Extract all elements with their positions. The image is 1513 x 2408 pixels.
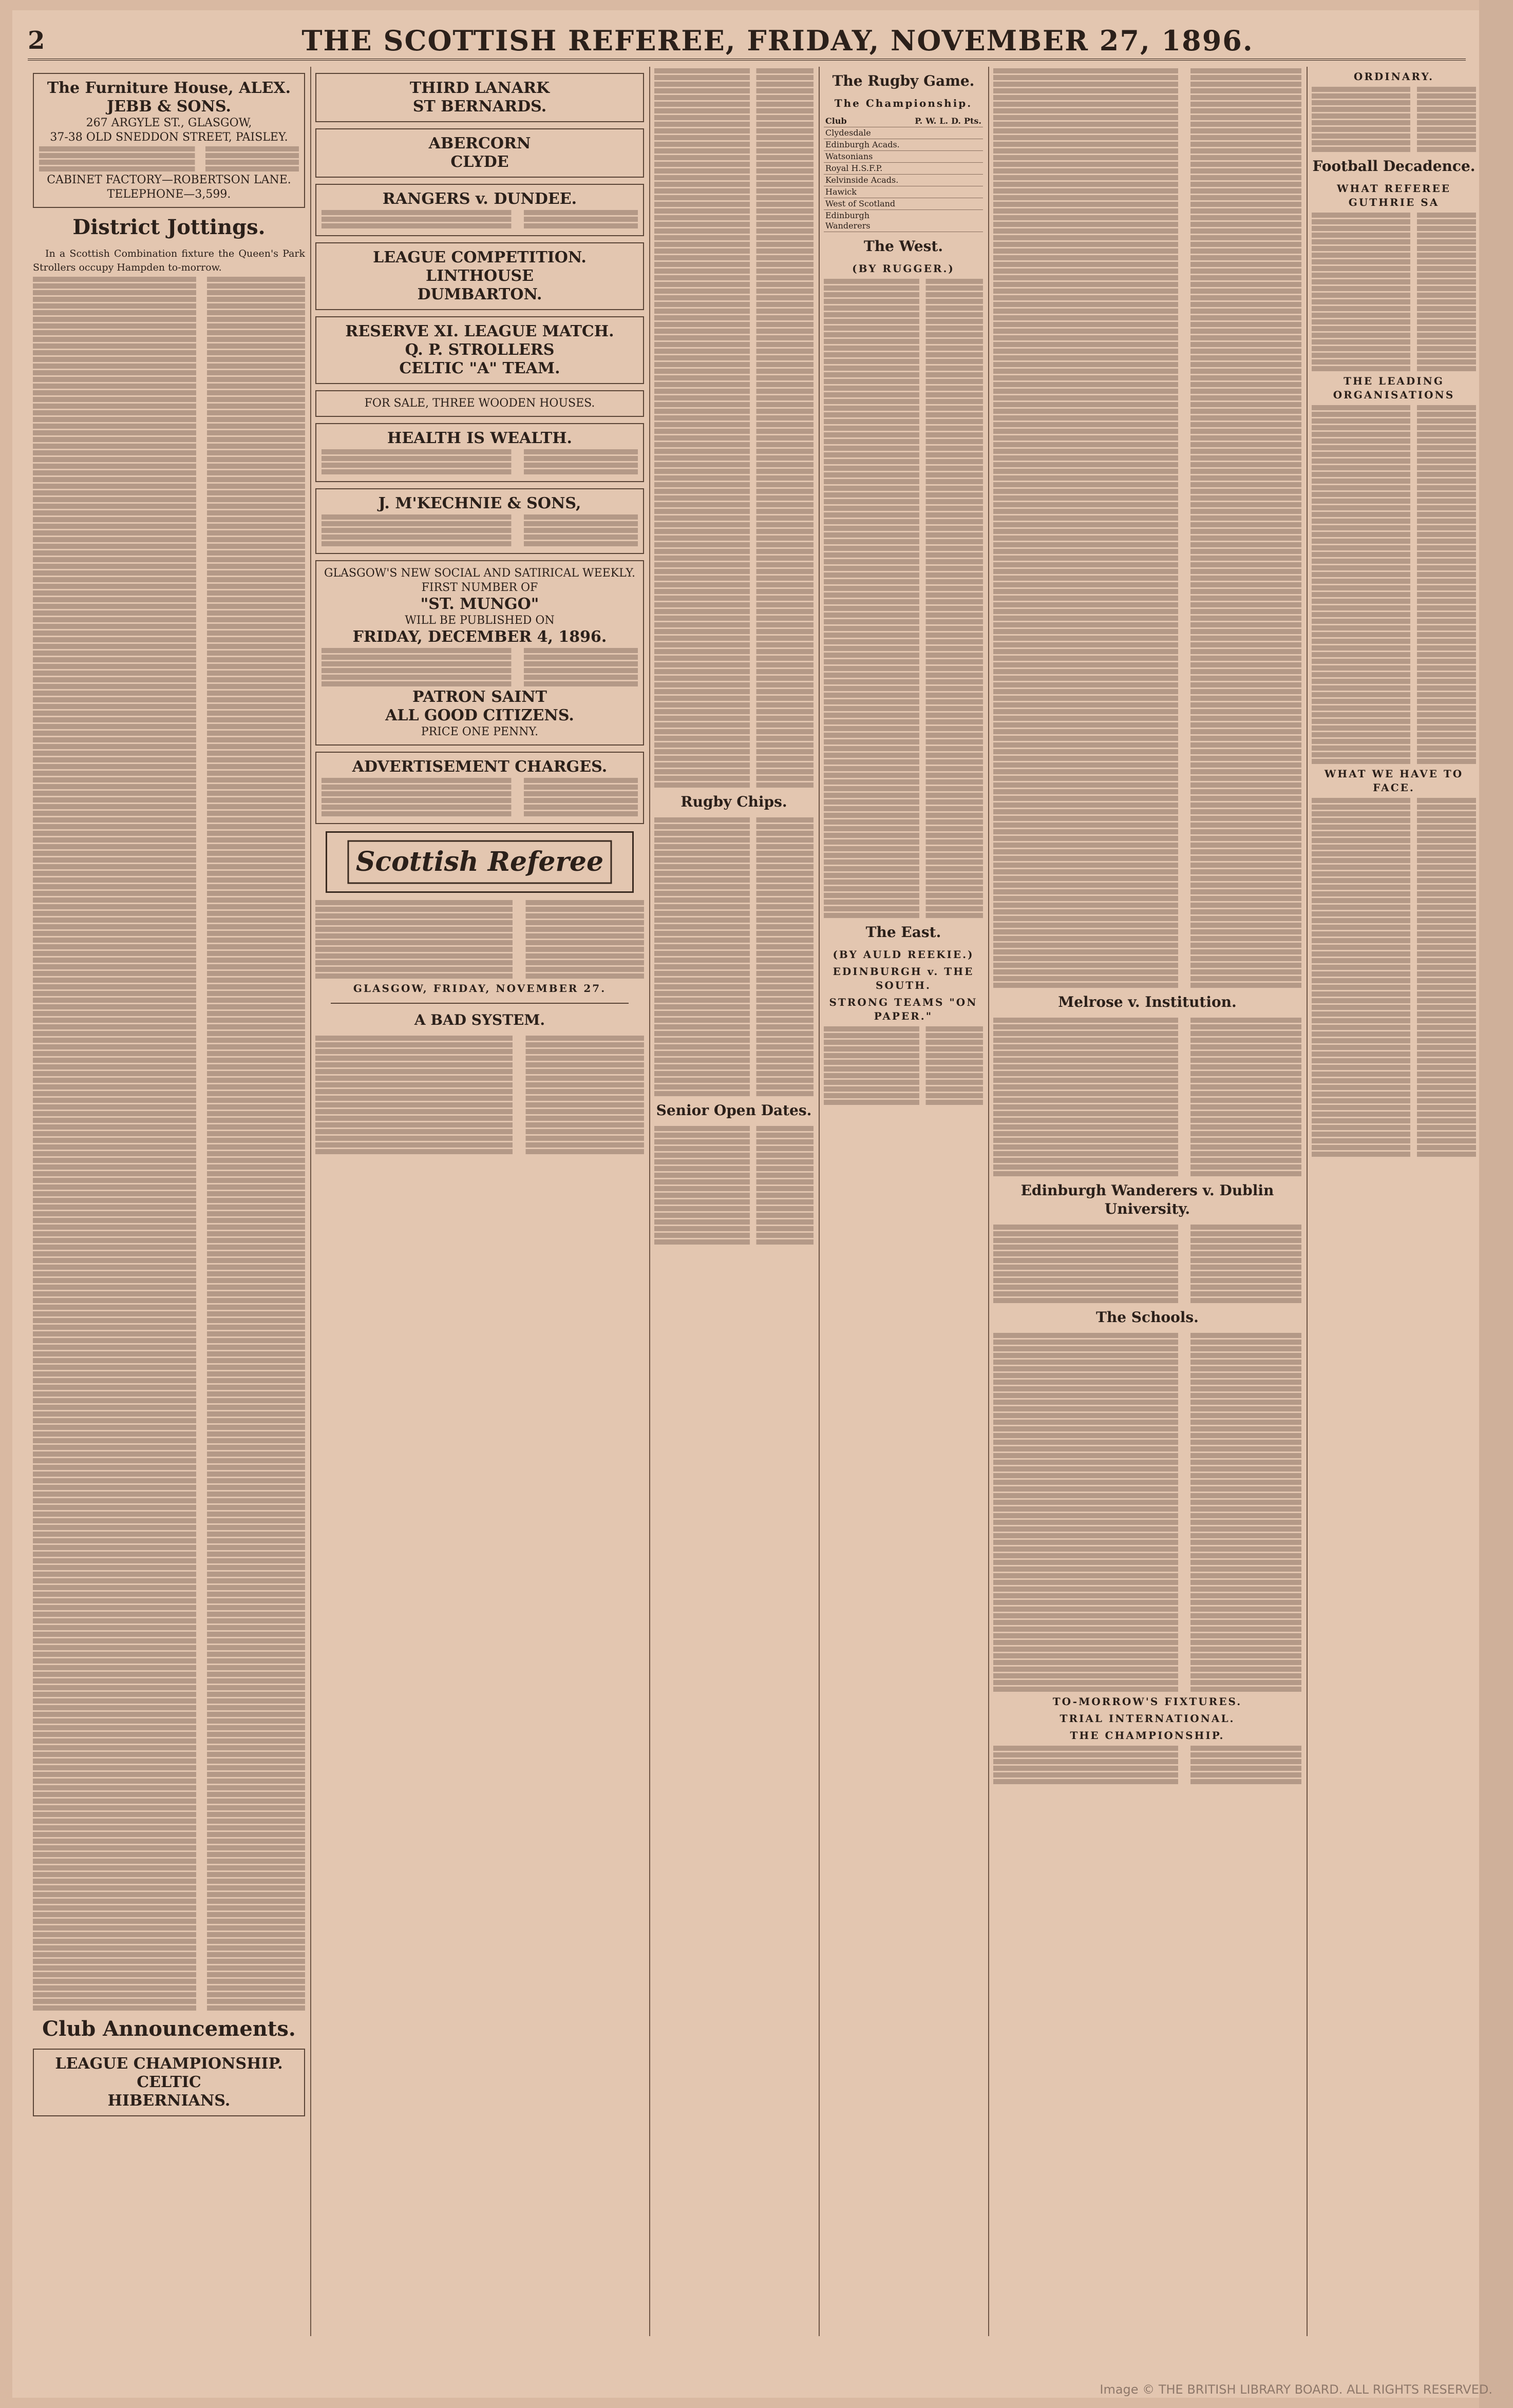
table-cell xyxy=(924,175,938,186)
senior-open-dates-heading: Senior Open Dates. xyxy=(656,1102,812,1119)
football-decadence-heading: Football Decadence. xyxy=(1312,158,1476,175)
table-cell xyxy=(924,163,938,175)
table-cell xyxy=(913,139,924,151)
rugby-championship-subhead: The Championship. xyxy=(834,97,973,109)
first-number: FIRST NUMBER OF xyxy=(421,581,538,594)
column-rule xyxy=(649,67,650,2336)
tomorrows-fixtures: TO-MORROW'S FIXTURES. xyxy=(1052,1695,1242,1708)
column-rule xyxy=(819,67,820,2336)
linthouse: LINTHOUSE xyxy=(425,267,534,285)
table-cell xyxy=(962,210,983,232)
table-cell xyxy=(924,198,938,210)
column-1 xyxy=(33,67,305,2336)
table-cell: Edinburgh Wanderers xyxy=(824,210,913,232)
third-lanark: THIRD LANARK xyxy=(409,79,550,97)
adjacent-page-edge xyxy=(1479,0,1513,2408)
table-cell xyxy=(950,186,962,198)
table-cell xyxy=(913,175,924,186)
glasgow-new-weekly: GLASGOW'S NEW SOCIAL AND SATIRICAL WEEKLY. xyxy=(324,567,636,580)
table-header-w: W. xyxy=(924,116,938,127)
table-header-d: D. xyxy=(950,116,962,127)
district-jottings-heading: District Jottings. xyxy=(72,215,266,239)
table-cell xyxy=(938,186,950,198)
table-cell xyxy=(938,175,950,186)
table-cell xyxy=(913,127,924,139)
celtic-hibernians-advert xyxy=(33,2049,305,2116)
column-rule xyxy=(988,67,989,2336)
table-header-l: L. xyxy=(938,116,950,127)
advert-charges-heading: ADVERTISEMENT CHARGES. xyxy=(352,758,608,776)
hibernians-label: HIBERNIANS. xyxy=(107,2092,231,2110)
clyde: CLYDE xyxy=(450,153,509,171)
table-cell xyxy=(962,163,983,175)
page-number: 2 xyxy=(28,26,45,55)
table-cell xyxy=(938,210,950,232)
table-cell xyxy=(913,163,924,175)
table-cell xyxy=(950,210,962,232)
scottish-referee-logo xyxy=(326,831,634,893)
table-row xyxy=(824,127,983,139)
celtic-a-team: CELTIC "A" TEAM. xyxy=(399,359,560,377)
furniture-advert xyxy=(33,73,305,208)
table-header-club: Club xyxy=(824,116,913,127)
table-cell xyxy=(924,210,938,232)
table-cell xyxy=(938,151,950,163)
furniture-telephone: TELEPHONE—3,599. xyxy=(107,188,231,201)
table-cell xyxy=(924,186,938,198)
patron-saint: PATRON SAINT xyxy=(412,688,547,706)
football-decadence-subhead: WHAT REFEREE GUTHRIE SA xyxy=(1336,182,1451,208)
all-good-citizens: ALL GOOD CITIZENS. xyxy=(385,706,574,724)
table-cell xyxy=(938,198,950,210)
reserve-match: RESERVE XI. LEAGUE MATCH. xyxy=(345,322,614,340)
rugby-chips-heading: Rugby Chips. xyxy=(680,793,787,810)
newspaper-page xyxy=(12,10,1481,2398)
table-cell: Royal H.S.F.P. xyxy=(824,163,913,175)
the-west-heading: The West. xyxy=(863,238,943,255)
table-row xyxy=(824,198,983,210)
table-cell: Edinburgh Acads. xyxy=(824,139,913,151)
table-header-row xyxy=(824,116,983,127)
table-cell xyxy=(938,127,950,139)
table-cell xyxy=(950,175,962,186)
masthead xyxy=(28,23,1466,61)
table-header-p: P. xyxy=(913,116,924,127)
mckechnie-advert xyxy=(315,488,644,554)
table-cell xyxy=(924,139,938,151)
table-header-pts: Pts. xyxy=(962,116,983,127)
table-cell xyxy=(962,175,983,186)
table-cell xyxy=(950,198,962,210)
table-cell xyxy=(950,163,962,175)
celtic-label: CELTIC xyxy=(137,2073,201,2091)
rugby-game-heading: The Rugby Game. xyxy=(832,72,975,89)
newspaper-title: THE SCOTTISH REFEREE, FRIDAY, NOVEMBER 27, 1896. xyxy=(301,24,1254,57)
trial-international: TRIAL INTERNATIONAL. xyxy=(1060,1712,1235,1725)
column-4 xyxy=(824,67,983,2336)
referee-logo-icon xyxy=(346,839,613,885)
table-cell xyxy=(913,210,924,232)
schools-heading: The Schools. xyxy=(1096,1309,1199,1326)
edinburgh-south-subhead: EDINBURGH v. THE SOUTH. xyxy=(833,965,974,991)
melrose-institution-heading: Melrose v. Institution. xyxy=(1058,993,1237,1010)
column-5 xyxy=(993,67,1301,2336)
dumbarton: DUMBARTON. xyxy=(417,285,542,303)
leading-organisations-subhead: THE LEADING ORGANISATIONS xyxy=(1333,375,1455,401)
table-cell xyxy=(962,151,983,163)
table-row xyxy=(824,210,983,232)
what-we-have-to-face: WHAT WE HAVE TO FACE. xyxy=(1324,768,1464,794)
table-cell xyxy=(950,127,962,139)
table-cell xyxy=(962,127,983,139)
table-cell: West of Scotland xyxy=(824,198,913,210)
column-6 xyxy=(1312,67,1476,2336)
abercorn-advert xyxy=(315,128,644,178)
st-mungo-title: "ST. MUNGO" xyxy=(420,595,539,613)
table-cell xyxy=(913,151,924,163)
table-cell xyxy=(913,186,924,198)
table-cell xyxy=(938,163,950,175)
advertisement-charges xyxy=(315,752,644,824)
table-row xyxy=(824,151,983,163)
the-west-byline: (BY RUGGER.) xyxy=(852,262,955,275)
championship-subhead: THE CHAMPIONSHIP. xyxy=(1070,1729,1225,1742)
rugby-championship-table xyxy=(824,116,983,232)
table-cell xyxy=(924,127,938,139)
ordinary-subhead: ORDINARY. xyxy=(1353,70,1434,83)
the-east-heading: The East. xyxy=(865,924,941,941)
league-championship-label: LEAGUE CHAMPIONSHIP. xyxy=(55,2055,283,2073)
reserve-advert xyxy=(315,316,644,384)
league-competition: LEAGUE COMPETITION. xyxy=(373,249,587,266)
column-rule xyxy=(1307,67,1308,2336)
table-row xyxy=(824,163,983,175)
table-cell xyxy=(950,151,962,163)
st-bernards: ST BERNARDS. xyxy=(412,98,547,116)
column-2 xyxy=(315,67,644,2336)
bad-system-heading: A BAD SYSTEM. xyxy=(414,1011,545,1028)
club-announcements-heading: Club Announcements. xyxy=(42,2017,296,2041)
third-lanark-advert xyxy=(315,73,644,122)
furniture-factory: CABINET FACTORY—ROBERTSON LANE. xyxy=(47,174,291,186)
district-jottings-lead: In a Scottish Combination fixture the Queen's Park Strollers occupy Hampden to-morrow. xyxy=(33,248,305,273)
price-one-penny: PRICE ONE PENNY. xyxy=(421,725,539,738)
health-wealth: HEALTH IS WEALTH. xyxy=(387,429,572,447)
rangers-dundee: RANGERS v. DUNDEE. xyxy=(382,190,577,208)
table-row xyxy=(824,186,983,198)
column-3 xyxy=(654,67,814,2336)
table-cell xyxy=(950,139,962,151)
table-row xyxy=(824,139,983,151)
table-cell xyxy=(924,151,938,163)
column-rule xyxy=(310,67,311,2336)
copyright-notice: Image © THE BRITISH LIBRARY BOARD. ALL RIGHTS RESERVED. xyxy=(1100,2382,1492,2397)
qp-strollers: Q. P. STROLLERS xyxy=(405,341,555,359)
table-cell: Clydesdale xyxy=(824,127,913,139)
table-cell: Watsonians xyxy=(824,151,913,163)
furniture-name: The Furniture House, ALEX. JEBB & SONS. xyxy=(47,79,291,116)
for-sale-advert xyxy=(315,390,644,417)
table-cell xyxy=(913,198,924,210)
rangers-advert xyxy=(315,184,644,236)
the-east-byline: (BY AULD REEKIE.) xyxy=(833,948,974,961)
svg-text:Scottish Referee: Scottish Referee xyxy=(355,846,604,877)
referee-dateline: GLASGOW, FRIDAY, NOVEMBER 27. xyxy=(353,982,607,995)
table-cell: Kelvinside Acads. xyxy=(824,175,913,186)
health-advert xyxy=(315,423,644,482)
furniture-paisley: 37-38 OLD SNEDDON STREET, PAISLEY. xyxy=(50,131,288,144)
furniture-address: 267 ARGYLE ST., GLASGOW, xyxy=(86,117,252,129)
publication-date: FRIDAY, DECEMBER 4, 1896. xyxy=(352,628,607,646)
table-cell xyxy=(962,198,983,210)
will-be-published: WILL BE PUBLISHED ON xyxy=(405,614,555,627)
table-row xyxy=(824,175,983,186)
wanderers-dublin-heading: Edinburgh Wanderers v. Dublin University. xyxy=(1020,1182,1274,1217)
mckechnie: J. M'KECHNIE & SONS, xyxy=(378,494,581,512)
for-sale: FOR SALE, THREE WOODEN HOUSES. xyxy=(364,397,595,410)
table-cell xyxy=(938,139,950,151)
table-cell xyxy=(962,139,983,151)
abercorn: ABERCORN xyxy=(428,135,531,152)
league-competition-advert xyxy=(315,242,644,310)
strong-teams-subhead: STRONG TEAMS "ON PAPER." xyxy=(829,996,978,1022)
st-mungo-advert xyxy=(315,560,644,746)
table-cell: Hawick xyxy=(824,186,913,198)
table-cell xyxy=(962,186,983,198)
